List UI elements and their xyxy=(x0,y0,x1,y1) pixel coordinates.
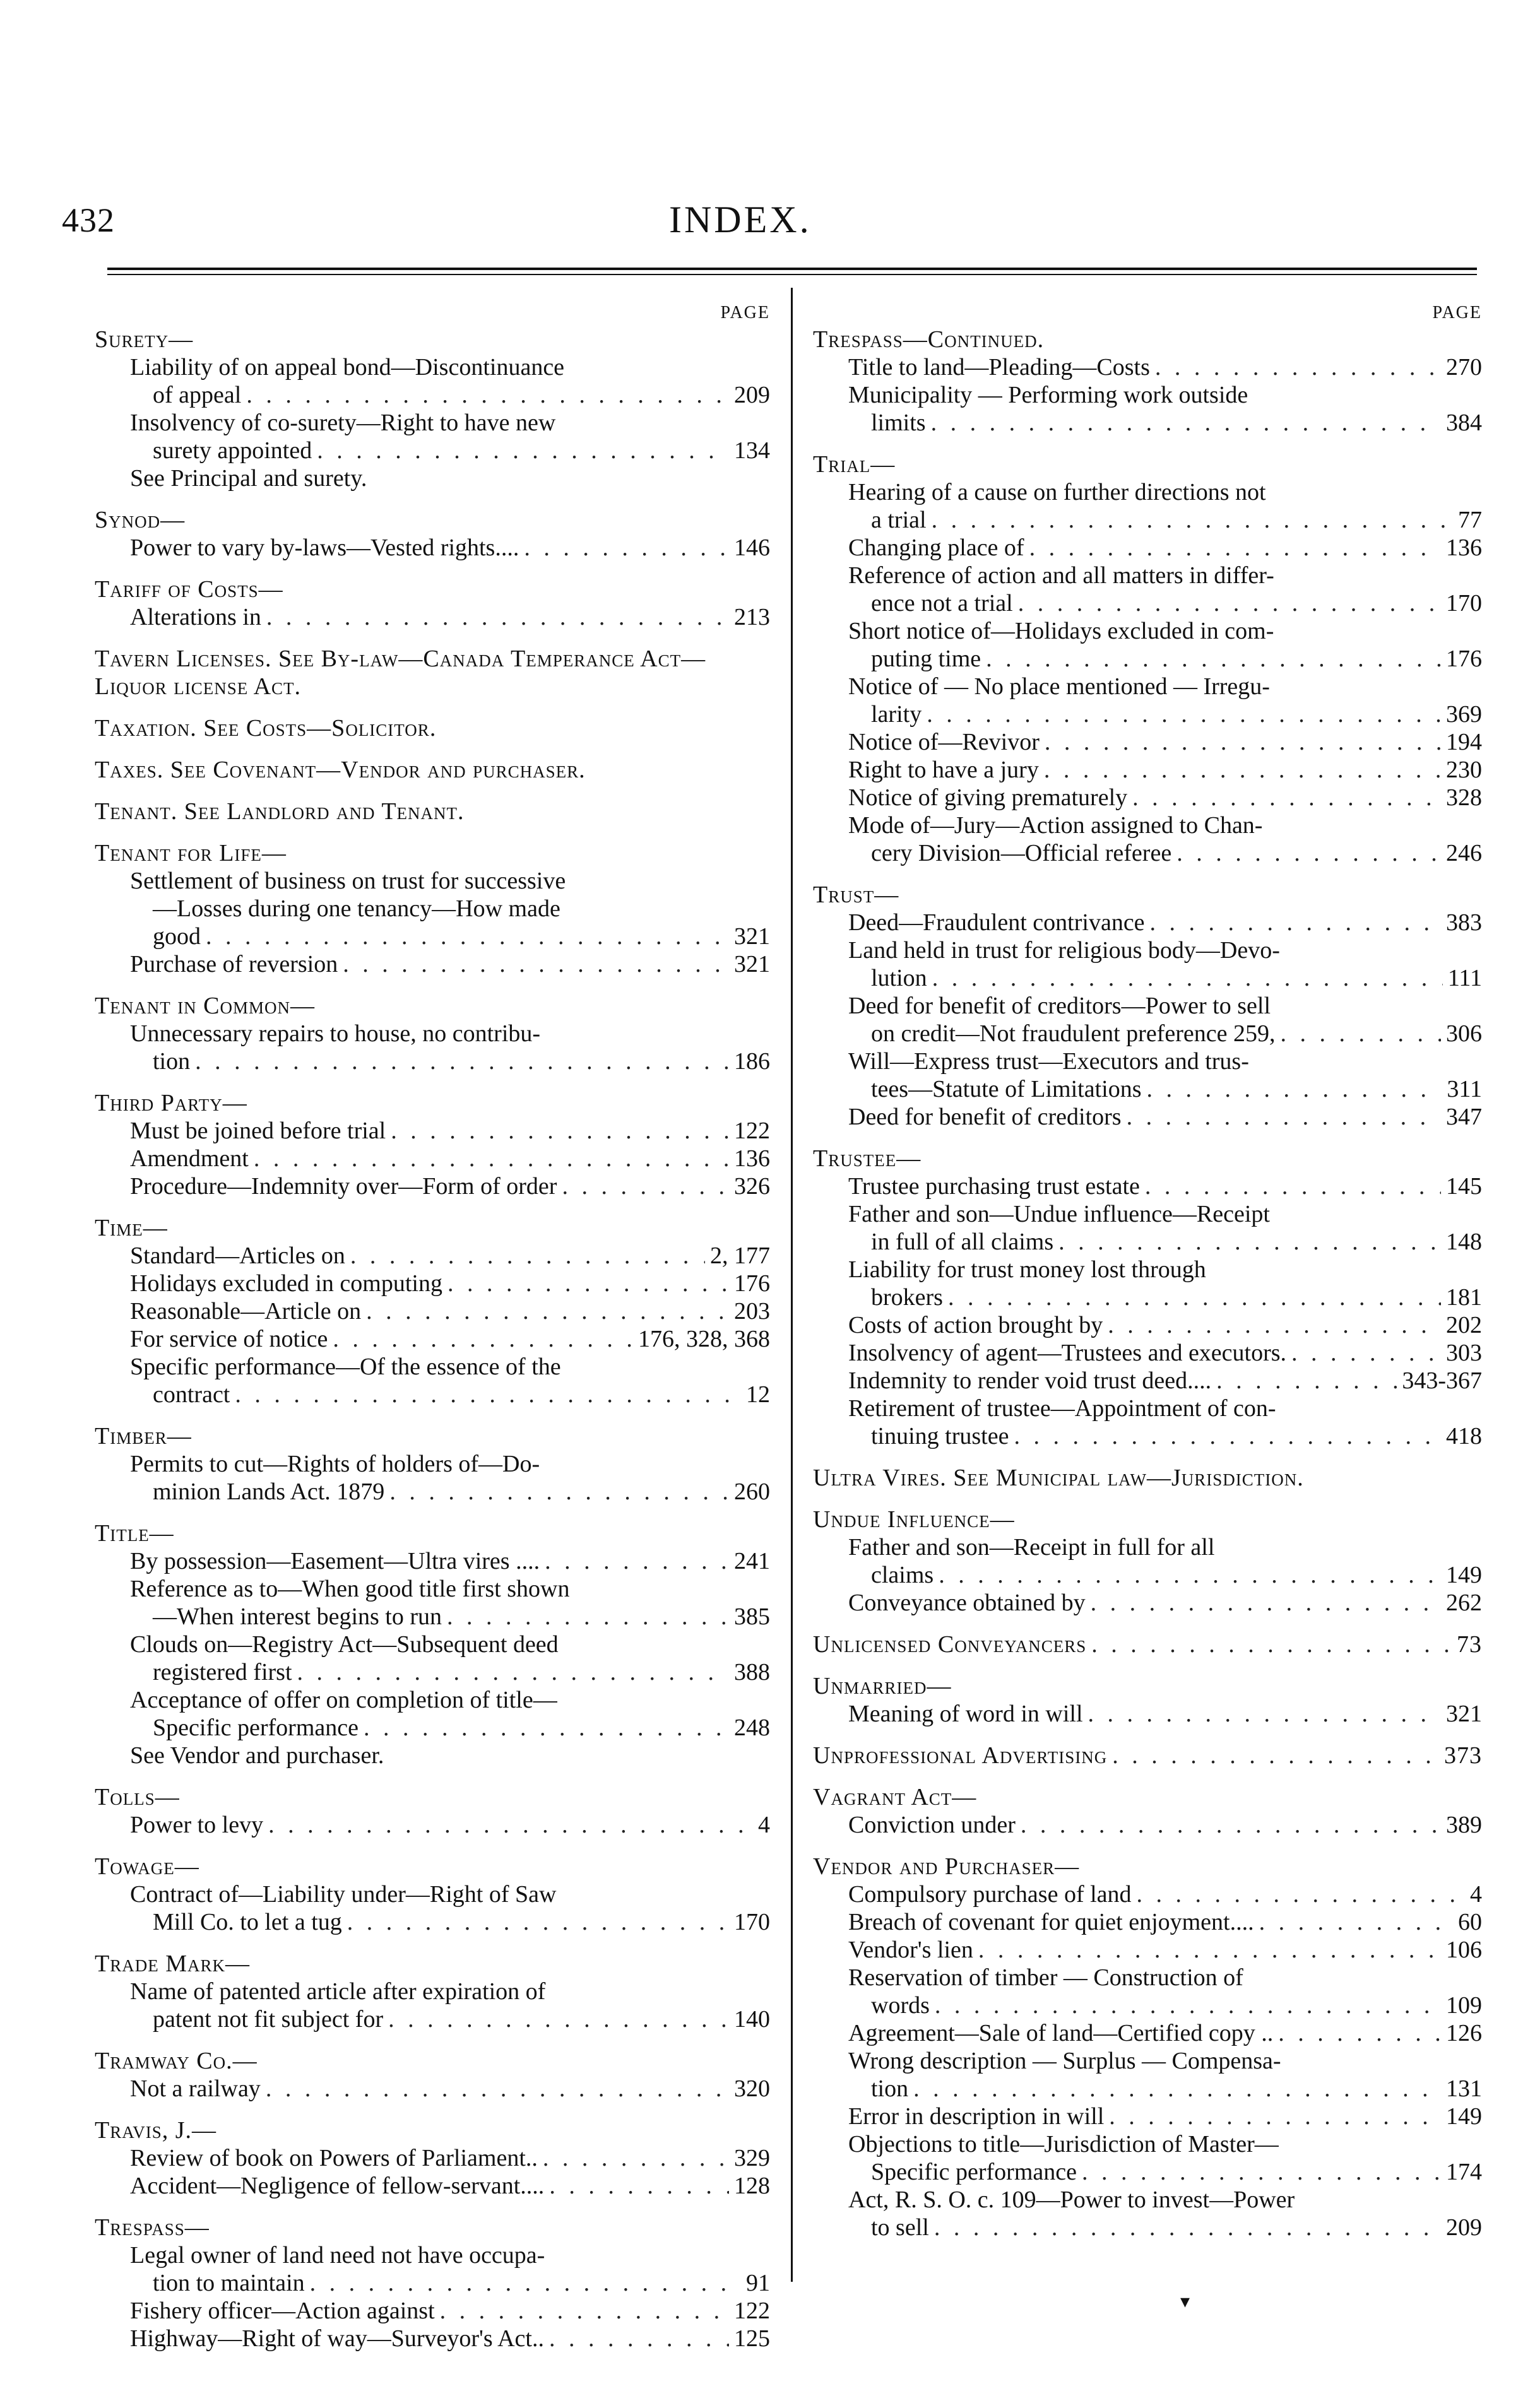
index-entry: Costs of action brought by . . . 202 xyxy=(813,1311,1482,1339)
index-heading: Trade Mark— xyxy=(95,1951,251,1977)
index-entry: a trial . . . 77 xyxy=(813,506,1482,534)
page-ref: 329 xyxy=(734,2145,770,2171)
page-ref: 134 xyxy=(734,437,770,464)
page-ref: 384 xyxy=(1446,410,1482,436)
index-entry: Standard—Articles on . . . 2, 177 xyxy=(95,1242,770,1270)
index-entry: Review of book on Powers of Parliament.. . . . 329 xyxy=(95,2144,770,2172)
index-entry: tees—Statute of Limitations . . . 311 xyxy=(813,1075,1482,1103)
page-ref: 347 xyxy=(1446,1104,1482,1130)
index-entry: Accident—Negligence of fellow-servant.... . . . 128 xyxy=(95,2172,770,2200)
index-entry: Retirement of trustee—Appointment of con- xyxy=(848,1395,1276,1422)
index-entry: See Vendor and purchaser. xyxy=(130,1742,384,1769)
index-entry: lution . . . 111 xyxy=(813,964,1482,992)
index-group xyxy=(813,1853,1482,2241)
page-ref: 181 xyxy=(1446,1284,1482,1311)
page-ref: 2, 177 xyxy=(710,1242,770,1269)
index-entry: Specific performance—Of the essence of the xyxy=(130,1354,561,1380)
page-column-label: PAGE xyxy=(1432,303,1482,322)
page-title: INDEX. xyxy=(669,199,812,240)
index-heading: Title— xyxy=(95,1520,174,1547)
index-heading: Tenant. See Landlord and Tenant. xyxy=(95,798,465,825)
index-entry: Father and son—Undue influence—Receipt xyxy=(848,1201,1270,1227)
index-heading: Unprofessional Advertising . . . 373 xyxy=(813,1742,1482,1769)
index-entry: Land held in trust for religious body—Devo- xyxy=(848,937,1280,964)
index-heading: Towage— xyxy=(95,1853,199,1880)
index-heading: Trustee— xyxy=(813,1145,922,1172)
index-entry: Power to levy . . . 4 xyxy=(95,1811,770,1839)
index-heading: Trial— xyxy=(813,451,896,478)
index-entry: Deed—Fraudulent contrivance . . . 383 xyxy=(813,909,1482,936)
index-group xyxy=(95,1783,770,1839)
index-entry: larity . . . 369 xyxy=(813,700,1482,728)
index-group xyxy=(813,1464,1482,1492)
page-ref: 260 xyxy=(734,1478,770,1505)
index-entry: patent not fit subject for . . . 140 xyxy=(95,2005,770,2033)
page-ref: 389 xyxy=(1446,1812,1482,1838)
page-ref: 241 xyxy=(734,1548,770,1574)
index-heading: Unmarried— xyxy=(813,1673,952,1699)
index-entry: claims . . . 149 xyxy=(813,1561,1482,1589)
page-ref: 303 xyxy=(1446,1340,1482,1366)
page-column-label: PAGE xyxy=(720,303,770,322)
index-entry: Mill Co. to let a tug . . . 170 xyxy=(95,1908,770,1936)
index-entry: Purchase of reversion . . . 321 xyxy=(95,950,770,978)
page-ref: 140 xyxy=(734,2006,770,2033)
index-group xyxy=(95,326,770,492)
index-entry: Must be joined before trial . . . 122 xyxy=(95,1117,770,1145)
page-ref: 176 xyxy=(734,1270,770,1297)
index-heading: Surety— xyxy=(95,326,194,353)
index-heading: Time— xyxy=(95,1215,168,1241)
index-entry: Permits to cut—Rights of holders of—Do- xyxy=(130,1451,540,1477)
page-ref: 136 xyxy=(1446,534,1482,561)
index-group xyxy=(813,1631,1482,1658)
index-group xyxy=(813,1506,1482,1617)
page-ref: 174 xyxy=(1446,2159,1482,2185)
index-entry: ence not a trial . . . 170 xyxy=(813,589,1482,617)
index-entry: Insolvency of co-surety—Right to have new xyxy=(130,410,556,436)
index-group xyxy=(95,992,770,1075)
index-entry: Amendment . . . 136 xyxy=(95,1145,770,1172)
page-ref: 148 xyxy=(1446,1229,1482,1255)
index-entry: on credit—Not fraudulent preference 259, . . . 306 xyxy=(813,1020,1482,1048)
index-group xyxy=(95,839,770,978)
page-ref: 126 xyxy=(1446,2020,1482,2046)
page-ref: 373 xyxy=(1444,1742,1482,1769)
page-ref: 209 xyxy=(734,382,770,408)
index-entry: Notice of—Revivor . . . 194 xyxy=(813,728,1482,756)
index-heading: Tenant for Life— xyxy=(95,840,287,866)
index-entry: Deed for benefit of creditors . . . 347 xyxy=(813,1103,1482,1131)
index-group xyxy=(95,2116,770,2200)
index-group xyxy=(813,1742,1482,1769)
index-entry: Reasonable—Article on . . . 203 xyxy=(95,1297,770,1325)
index-heading: Ultra Vires. See Municipal law—Jurisdiction. xyxy=(813,1465,1304,1491)
page-ref: 186 xyxy=(734,1048,770,1075)
page-ref: 176 xyxy=(1446,646,1482,672)
index-group xyxy=(95,1089,770,1200)
index-entry: minion Lands Act. 1879 . . . 260 xyxy=(95,1478,770,1506)
index-entry: Act, R. S. O. c. 109—Power to invest—Power xyxy=(848,2187,1295,2213)
index-entry: Conviction under . . . 389 xyxy=(813,1811,1482,1839)
index-group xyxy=(95,1853,770,1936)
index-entry: tion . . . 186 xyxy=(95,1048,770,1075)
page-ref: 60 xyxy=(1458,1909,1482,1935)
index-group xyxy=(813,1783,1482,1839)
index-entry: Liability of on appeal bond—Discontinuance xyxy=(130,354,565,381)
index-entries-right xyxy=(813,326,1482,2241)
index-entry: Mode of—Jury—Action assigned to Chan- xyxy=(848,812,1263,839)
index-entry: Breach of covenant for quiet enjoyment.... . . . 60 xyxy=(813,1908,1482,1936)
page-ref: 321 xyxy=(734,923,770,950)
index-entry: surety appointed . . . 134 xyxy=(95,437,770,464)
index-entry: Legal owner of land need not have occupa- xyxy=(130,2242,545,2269)
index-entry: Reference as to—When good title first shown xyxy=(130,1576,570,1602)
page-ref: 194 xyxy=(1446,729,1482,755)
index-heading: Trespass—Continued. xyxy=(813,326,1045,353)
column-divider xyxy=(791,288,793,2282)
page-ref: 91 xyxy=(746,2270,770,2296)
index-group xyxy=(95,575,770,631)
index-entry: tinuing trustee . . . 418 xyxy=(813,1422,1482,1450)
index-entry: of appeal . . . 209 xyxy=(95,381,770,409)
index-group xyxy=(95,1422,770,1506)
page-ref: 4 xyxy=(758,1812,770,1838)
page-ref: 109 xyxy=(1446,1992,1482,2019)
index-group xyxy=(813,1672,1482,1728)
index-entry: Agreement—Sale of land—Certified copy .. . . . 126 xyxy=(813,2019,1482,2047)
page-number: 432 xyxy=(62,201,115,239)
page-ref: 4 xyxy=(1470,1881,1482,1908)
index-entry: For service of notice . . . 176, 328, 368 xyxy=(95,1325,770,1353)
index-entry: Objections to title—Jurisdiction of Master— xyxy=(848,2131,1279,2157)
index-entry: Reference of action and all matters in differ- xyxy=(848,562,1274,589)
index-entry: puting time . . . 176 xyxy=(813,645,1482,673)
index-entry: Municipality — Performing work outside xyxy=(848,382,1248,408)
index-heading: Vendor and Purchaser— xyxy=(813,1853,1080,1880)
index-entry: Hearing of a cause on further directions not xyxy=(848,479,1266,505)
index-entry: Fishery officer—Action against . . . 122 xyxy=(95,2297,770,2325)
page-ref: 385 xyxy=(734,1603,770,1630)
index-entry: Right to have a jury . . . 230 xyxy=(813,756,1482,784)
footer-mark: ▾ xyxy=(1180,2291,1190,2312)
index-entry: Wrong description — Surplus — Compensa- xyxy=(848,2048,1281,2074)
index-entry: Specific performance . . . 174 xyxy=(813,2158,1482,2186)
index-entry: Settlement of business on trust for successive xyxy=(130,868,566,894)
index-entry: registered first . . . 388 xyxy=(95,1658,770,1686)
index-group xyxy=(95,756,770,784)
page-ref: 270 xyxy=(1446,354,1482,381)
index-heading: Timber— xyxy=(95,1423,192,1449)
index-group xyxy=(95,2047,770,2103)
index-entry: Notice of — No place mentioned — Irregu- xyxy=(848,673,1270,700)
index-entry: to sell . . . 209 xyxy=(813,2214,1482,2241)
index-entry: brokers . . . 181 xyxy=(813,1284,1482,1311)
page-ref: 320 xyxy=(734,2075,770,2102)
page-ref: 136 xyxy=(734,1145,770,1172)
header-rule xyxy=(107,268,1477,270)
index-entry: Not a railway . . . 320 xyxy=(95,2075,770,2103)
index-entry: —When interest begins to run . . . 385 xyxy=(95,1603,770,1631)
index-column-right xyxy=(813,303,1482,2255)
page-ref: 111 xyxy=(1447,965,1482,991)
page-ref: 73 xyxy=(1457,1631,1482,1658)
index-entry: Insolvency of agent—Trustees and executors. . . . 303 xyxy=(813,1339,1482,1367)
index-heading: Tariff of Costs— xyxy=(95,576,283,603)
index-entry: —Losses during one tenancy—How made xyxy=(153,895,560,922)
page-ref: 128 xyxy=(734,2173,770,2199)
index-entry: Changing place of . . . 136 xyxy=(813,534,1482,562)
index-entry: Reservation of timber — Construction of xyxy=(848,1964,1243,1991)
index-group xyxy=(95,1214,770,1408)
index-entry: By possession—Easement—Ultra vires .... . . . 241 xyxy=(95,1547,770,1575)
index-entry: Highway—Right of way—Surveyor's Act.. . . . 125 xyxy=(95,2325,770,2352)
index-entry: cery Division—Official referee . . . 246 xyxy=(813,839,1482,867)
index-heading: Tolls— xyxy=(95,1784,180,1810)
index-group xyxy=(813,881,1482,1131)
page-ref: 122 xyxy=(734,1118,770,1144)
page-ref: 170 xyxy=(1446,590,1482,617)
index-heading: Undue Influence— xyxy=(813,1506,1015,1533)
page-ref: 77 xyxy=(1458,507,1482,533)
page-ref: 418 xyxy=(1446,1423,1482,1449)
index-entry: Liability for trust money lost through xyxy=(848,1256,1206,1283)
page-ref: 321 xyxy=(734,951,770,977)
page-ref: 170 xyxy=(734,1909,770,1935)
page-ref: 125 xyxy=(734,2325,770,2352)
page-header xyxy=(0,201,1535,257)
index-entry: Father and son—Receipt in full for all xyxy=(848,1534,1215,1561)
page-ref: 230 xyxy=(1446,757,1482,783)
index-entry: Holidays excluded in computing . . . 176 xyxy=(95,1270,770,1297)
index-entry: Power to vary by-laws—Vested rights.... . . . 146 xyxy=(95,534,770,562)
page-ref: 122 xyxy=(734,2298,770,2324)
index-heading: Trust— xyxy=(813,882,899,908)
index-entry: Clouds on—Registry Act—Subsequent deed xyxy=(130,1631,559,1658)
index-entry: words . . . 109 xyxy=(813,1992,1482,2019)
index-heading: Tramway Co.— xyxy=(95,2048,258,2074)
index-group xyxy=(95,1520,770,1769)
index-heading: Unlicensed Conveyancers . . . 73 xyxy=(813,1631,1482,1658)
index-entry: Indemnity to render void trust deed.... . . . 343-367 xyxy=(813,1367,1482,1395)
index-entry: Unnecessary repairs to house, no contribu- xyxy=(130,1020,541,1047)
index-heading: Synod— xyxy=(95,507,186,533)
index-entry: limits . . . 384 xyxy=(813,409,1482,437)
index-column-left xyxy=(95,303,770,2366)
page-ref: 262 xyxy=(1446,1590,1482,1616)
index-entry: tion . . . 131 xyxy=(813,2075,1482,2103)
index-entry: Contract of—Liability under—Right of Saw xyxy=(130,1881,557,1908)
page-ref: 146 xyxy=(734,534,770,561)
page-ref: 145 xyxy=(1446,1173,1482,1200)
index-entry: Error in description in will . . . 149 xyxy=(813,2103,1482,2130)
index-group xyxy=(95,506,770,562)
index-entry: contract . . . 12 xyxy=(95,1381,770,1408)
index-entry: Specific performance . . . 248 xyxy=(95,1714,770,1742)
page-ref: 149 xyxy=(1446,1562,1482,1588)
index-heading: Taxes. See Covenant—Vendor and purchaser. xyxy=(95,757,586,783)
page-ref: 343-367 xyxy=(1402,1367,1482,1394)
page-ref: 202 xyxy=(1446,1312,1482,1338)
index-group xyxy=(813,326,1482,437)
page-ref: 176, 328, 368 xyxy=(638,1326,770,1352)
index-group xyxy=(813,1145,1482,1450)
page-ref: 248 xyxy=(734,1715,770,1741)
index-entry: good . . . 321 xyxy=(95,923,770,950)
index-entry: in full of all claims . . . 148 xyxy=(813,1228,1482,1256)
page-ref: 209 xyxy=(1446,2214,1482,2241)
index-entry: Name of patented article after expiration of xyxy=(130,1978,546,2005)
page-ref: 203 xyxy=(734,1298,770,1325)
index-entry: Will—Express trust—Executors and trus- xyxy=(848,1048,1249,1075)
page-ref: 131 xyxy=(1446,2075,1482,2102)
index-heading: Tenant in Common— xyxy=(95,993,316,1019)
page-ref: 306 xyxy=(1446,1020,1482,1047)
page-ref: 311 xyxy=(1447,1076,1482,1102)
page-ref: 369 xyxy=(1446,701,1482,728)
page-ref: 326 xyxy=(734,1173,770,1200)
index-group xyxy=(95,798,770,825)
page-ref: 149 xyxy=(1446,2103,1482,2130)
page-ref: 321 xyxy=(1446,1701,1482,1727)
page-ref: 12 xyxy=(746,1381,770,1408)
index-entry: Alterations in . . . 213 xyxy=(95,603,770,631)
index-group xyxy=(95,1950,770,2033)
index-entry: Compulsory purchase of land . . . 4 xyxy=(813,1880,1482,1908)
page-ref: 213 xyxy=(734,604,770,630)
index-entry: Deed for benefit of creditors—Power to sell xyxy=(848,993,1271,1019)
index-entry: Acceptance of offer on completion of title— xyxy=(130,1687,557,1713)
index-entry: Meaning of word in will . . . 321 xyxy=(813,1700,1482,1728)
page-ref: 246 xyxy=(1446,840,1482,866)
index-entries-left xyxy=(95,326,770,2352)
index-entry: Notice of giving prematurely . . . 328 xyxy=(813,784,1482,812)
index-heading: Tavern Licenses. See By-law—Canada Temperance Act—Liquor license Act. xyxy=(95,646,706,700)
index-entry: tion to maintain . . . 91 xyxy=(95,2269,770,2297)
index-entry: Short notice of—Holidays excluded in com- xyxy=(848,618,1274,644)
page-ref: 383 xyxy=(1446,909,1482,936)
index-heading: Travis, J.— xyxy=(95,2117,217,2144)
index-group xyxy=(95,714,770,742)
page-ref: 328 xyxy=(1446,784,1482,811)
index-entry: Title to land—Pleading—Costs . . . 270 xyxy=(813,353,1482,381)
index-heading: Taxation. See Costs—Solicitor. xyxy=(95,715,437,741)
header-rule-thin xyxy=(107,274,1477,275)
index-entry: Conveyance obtained by . . . 262 xyxy=(813,1589,1482,1617)
page-ref: 106 xyxy=(1446,1937,1482,1963)
index-entry: Vendor's lien . . . 106 xyxy=(813,1936,1482,1964)
index-entry: See Principal and surety. xyxy=(130,465,367,492)
index-heading: Trespass— xyxy=(95,2214,210,2241)
index-entry: Trustee purchasing trust estate . . . 145 xyxy=(813,1172,1482,1200)
index-group xyxy=(95,2214,770,2352)
index-group xyxy=(95,645,770,700)
index-heading: Vagrant Act— xyxy=(813,1784,977,1810)
index-group xyxy=(813,451,1482,867)
index-heading: Third Party— xyxy=(95,1090,247,1116)
page-ref: 388 xyxy=(734,1659,770,1685)
index-entry: Procedure—Indemnity over—Form of order . . . 326 xyxy=(95,1172,770,1200)
